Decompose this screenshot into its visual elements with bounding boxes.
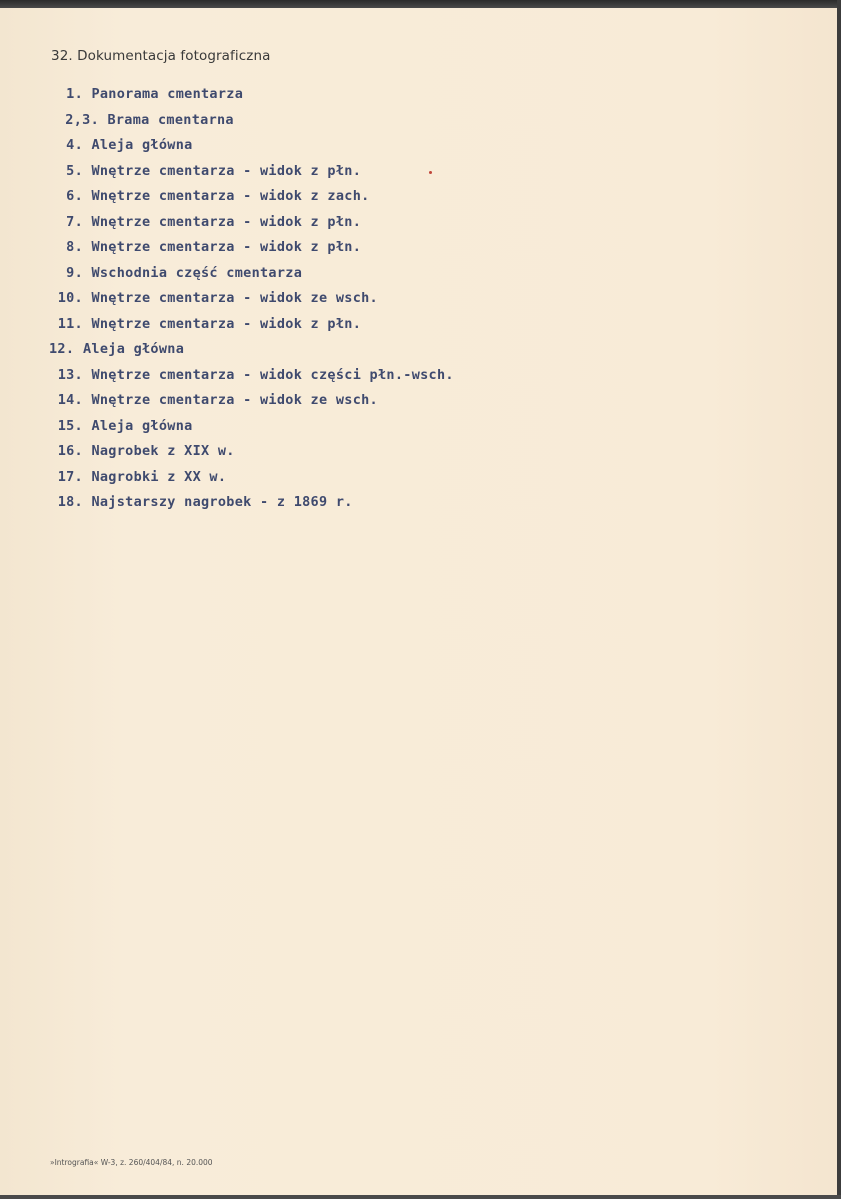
item-number: 10. [57, 290, 83, 306]
item-text: Nagrobki z XX w. [91, 468, 227, 485]
list-item [49, 133, 454, 159]
scan-edge-right [837, 0, 841, 1199]
list-item [49, 312, 454, 338]
item-text: Wschodnia część cmentarza [91, 264, 303, 281]
list-item [49, 82, 454, 108]
list-item [49, 261, 454, 287]
paper-sheet [0, 8, 837, 1195]
list-item [49, 210, 454, 236]
photo-documentation-list [49, 82, 454, 516]
item-number: 6. [66, 188, 83, 204]
list-item [49, 286, 454, 312]
item-text: Wnętrze cmentarza - widok z płn. [91, 315, 362, 332]
item-text: Aleja główna [91, 417, 193, 434]
list-item [49, 439, 454, 465]
list-item [49, 363, 454, 389]
item-number: 2,3. [65, 111, 99, 128]
list-item [49, 235, 454, 261]
list-item [49, 184, 454, 210]
list-item [49, 388, 454, 414]
item-number: 15. [57, 417, 83, 434]
ink-mark [429, 171, 432, 174]
item-number: 1. [66, 86, 83, 102]
item-text: Najstarszy nagrobek - z 1869 r. [91, 494, 353, 510]
item-number: 17. [57, 468, 83, 485]
item-text: Aleja główna [91, 137, 193, 153]
item-text: Wnętrze cmentarza - widok z płn. [91, 162, 362, 179]
list-item [49, 490, 454, 516]
list-item [49, 414, 454, 440]
printer-imprint: »Intrografia« W-3, z. 260/404/84, n. 20.000 [50, 1158, 213, 1167]
scan-edge-top [0, 0, 841, 8]
item-text: Aleja główna [83, 341, 185, 357]
list-item [49, 337, 454, 363]
item-number: 16. [57, 443, 83, 459]
section-heading: 32. Dokumentacja fotograficzna [51, 48, 271, 64]
item-text: Nagrobek z XIX w. [91, 443, 235, 459]
list-item [49, 465, 454, 491]
list-item [49, 108, 454, 134]
item-text: Wnętrze cmentarza - widok ze wsch. [91, 392, 378, 408]
item-number: 18. [57, 494, 83, 510]
item-text: Wnętrze cmentarza - widok części płn.-wsch. [91, 366, 454, 383]
item-text: Wnętrze cmentarza - widok ze wsch. [91, 290, 378, 306]
item-text: Wnętrze cmentarza - widok z płn. [91, 213, 362, 230]
item-text: Wnętrze cmentarza - widok z płn. [91, 239, 362, 255]
item-number: 13. [57, 366, 83, 383]
scan-edge-bottom [0, 1195, 841, 1199]
list-item [49, 159, 454, 185]
item-text: Wnętrze cmentarza - widok z zach. [91, 188, 370, 204]
item-number: 14. [57, 392, 83, 408]
item-number: 11. [57, 315, 83, 332]
item-text: Brama cmentarna [107, 111, 234, 128]
item-number: 5. [66, 162, 83, 179]
item-number: 12. [49, 341, 75, 357]
item-text: Panorama cmentarza [91, 86, 244, 102]
item-number: 7. [66, 213, 83, 230]
item-number: 8. [66, 239, 83, 255]
item-number: 4. [66, 137, 83, 153]
item-number: 9. [66, 264, 83, 281]
